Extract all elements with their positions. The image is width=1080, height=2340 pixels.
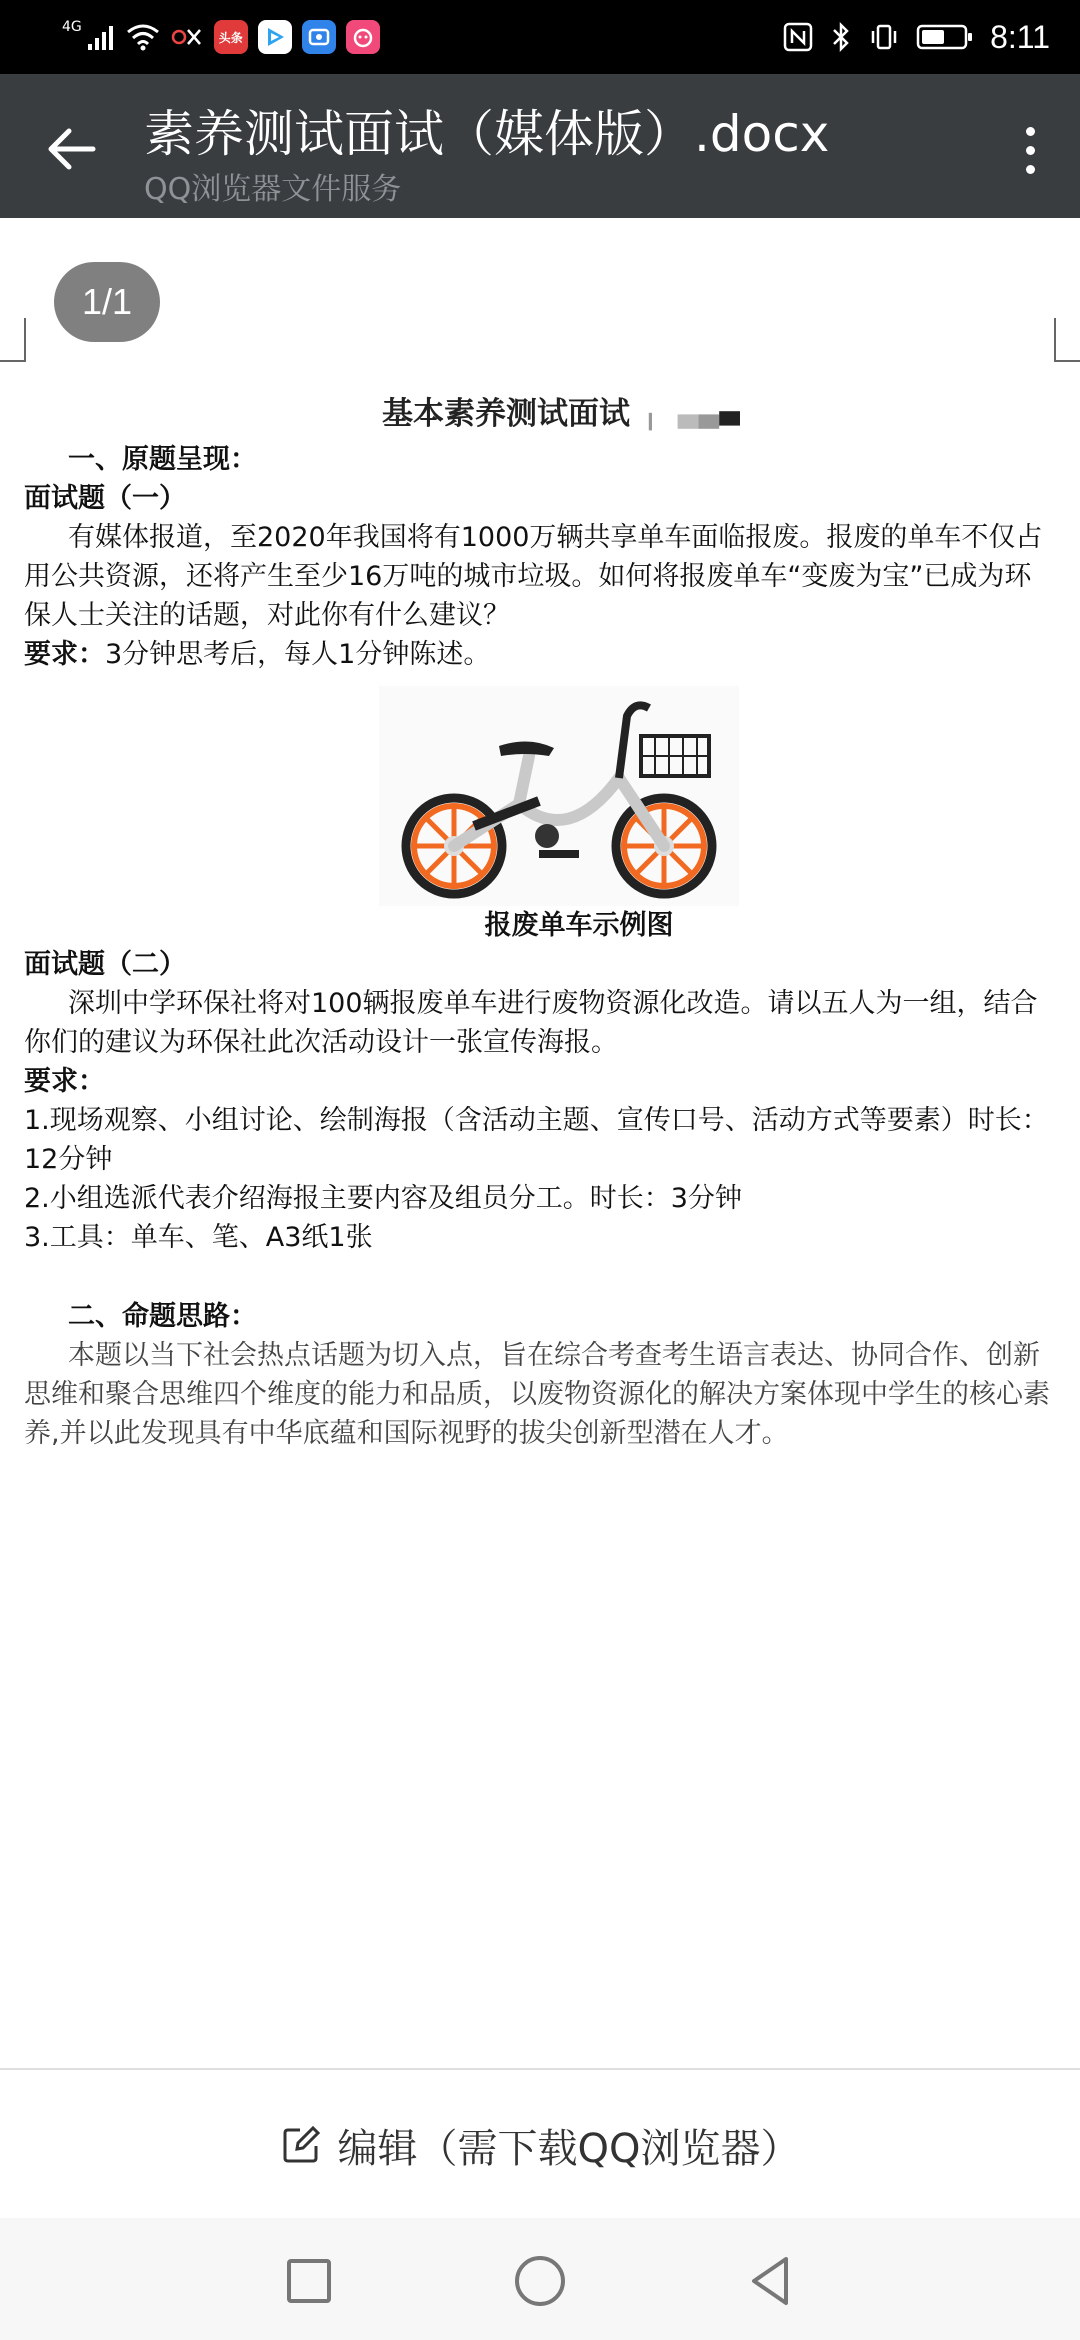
signal-icon (86, 22, 116, 52)
battery-icon (916, 22, 974, 52)
system-navigation-bar (0, 2218, 1080, 2340)
more-dot-icon (1026, 165, 1035, 174)
section-1-heading: 一、原题呈现： (68, 444, 257, 475)
requirement-item: 2.小组选派代表介绍海报主要内容及组员分工。时长：3分钟 (24, 1183, 742, 1214)
section-2-body: 本题以当下社会热点话题为切入点，旨在综合考查考生语言表达、协同合作、创新思维和聚合思维四个维度的能力和品质，以废物资源化的解决方案体现中学生的核心素养,并以此发现具有中华底蕴和国际视野的拔尖创新型潜在人才。 (24, 1340, 1050, 1449)
requirement-item: 1.现场观察、小组讨论、绘制海报（含活动主题、宣传口号、活动方式等要素）时长：12分钟 (24, 1105, 1049, 1175)
status-bar (0, 0, 1080, 74)
figure-caption: 报废单车示例图 (484, 910, 674, 941)
document-viewer[interactable] (0, 218, 1080, 2068)
edit-bar (0, 2068, 1080, 2220)
tencent-video-icon (258, 20, 292, 54)
toutiao-icon-label: 头条 (218, 30, 243, 45)
requirement-label: 要求： (24, 639, 105, 670)
question-2-body: 深圳中学环保社将对100辆报废单车进行废物资源化改造。请以五人为一组，结合你们的建议为环保社此次活动设计一张宣传海报。 (24, 988, 1038, 1058)
app-bar (0, 74, 1080, 218)
more-dot-icon (1026, 127, 1035, 136)
more-dot-icon (1026, 146, 1035, 155)
section-2-heading: 二、命题思路： (68, 1301, 257, 1332)
page-indicator: 1/1 (54, 262, 160, 342)
app-icon-pink (346, 20, 380, 54)
page-crop-mark-right (1054, 318, 1080, 362)
vibrate-icon (868, 21, 900, 53)
clock: 8:11 (990, 18, 1050, 55)
toutiao-icon (214, 20, 248, 54)
page-crop-mark-left (0, 318, 26, 362)
redacted-mark (636, 408, 764, 432)
document-title: 素养测试面试（媒体版）.docx (144, 105, 830, 163)
document-content (24, 440, 1054, 1453)
spacer (24, 1257, 1054, 1297)
bicycle-image (379, 686, 739, 906)
data-saver-icon (170, 22, 204, 52)
edit-button-label: 编辑（需下载QQ浏览器） (337, 2125, 801, 2172)
status-left (62, 14, 380, 60)
question-1-title: 面试题（一） (24, 483, 186, 514)
circle-icon (512, 2253, 568, 2309)
bluetooth-icon (830, 21, 852, 53)
question-2-title: 面试题（二） (24, 949, 186, 980)
question-1-requirement (24, 635, 1054, 674)
qq-browser-icon (302, 20, 336, 54)
edit-icon (280, 2124, 322, 2166)
home-button[interactable] (505, 2246, 575, 2316)
wifi-icon (126, 22, 160, 52)
question-2-requirement-label: 要求： (24, 1066, 105, 1097)
recent-apps-button[interactable] (274, 2246, 344, 2316)
network-type-label: 4G (62, 19, 82, 35)
back-button[interactable] (36, 114, 106, 184)
triangle-back-icon (744, 2253, 796, 2309)
document-subtitle: QQ浏览器文件服务 (144, 172, 402, 207)
edit-button[interactable] (0, 2070, 1080, 2220)
bicycle-icon (379, 686, 739, 906)
back-nav-button[interactable] (735, 2246, 805, 2316)
status-right (782, 14, 1050, 60)
question-1-body: 有媒体报道，至2020年我国将有1000万辆共享单车面临报废。报废的单车不仅占用公共资源，还将产生至少16万吨的城市垃圾。如何将报废单车“变废为宝”已成为环保人士关注的话题，对此你有什么建议？ (24, 522, 1043, 631)
requirement-item: 3.工具：单车、笔、A3纸1张 (24, 1222, 373, 1253)
requirement-text: 3分钟思考后，每人1分钟陈述。 (105, 639, 491, 670)
document-heading: 基本素养测试面试 (382, 396, 630, 432)
square-icon (284, 2256, 334, 2306)
nfc-icon (782, 21, 814, 53)
arrow-left-icon (43, 121, 99, 177)
more-options-button[interactable] (1000, 110, 1060, 190)
